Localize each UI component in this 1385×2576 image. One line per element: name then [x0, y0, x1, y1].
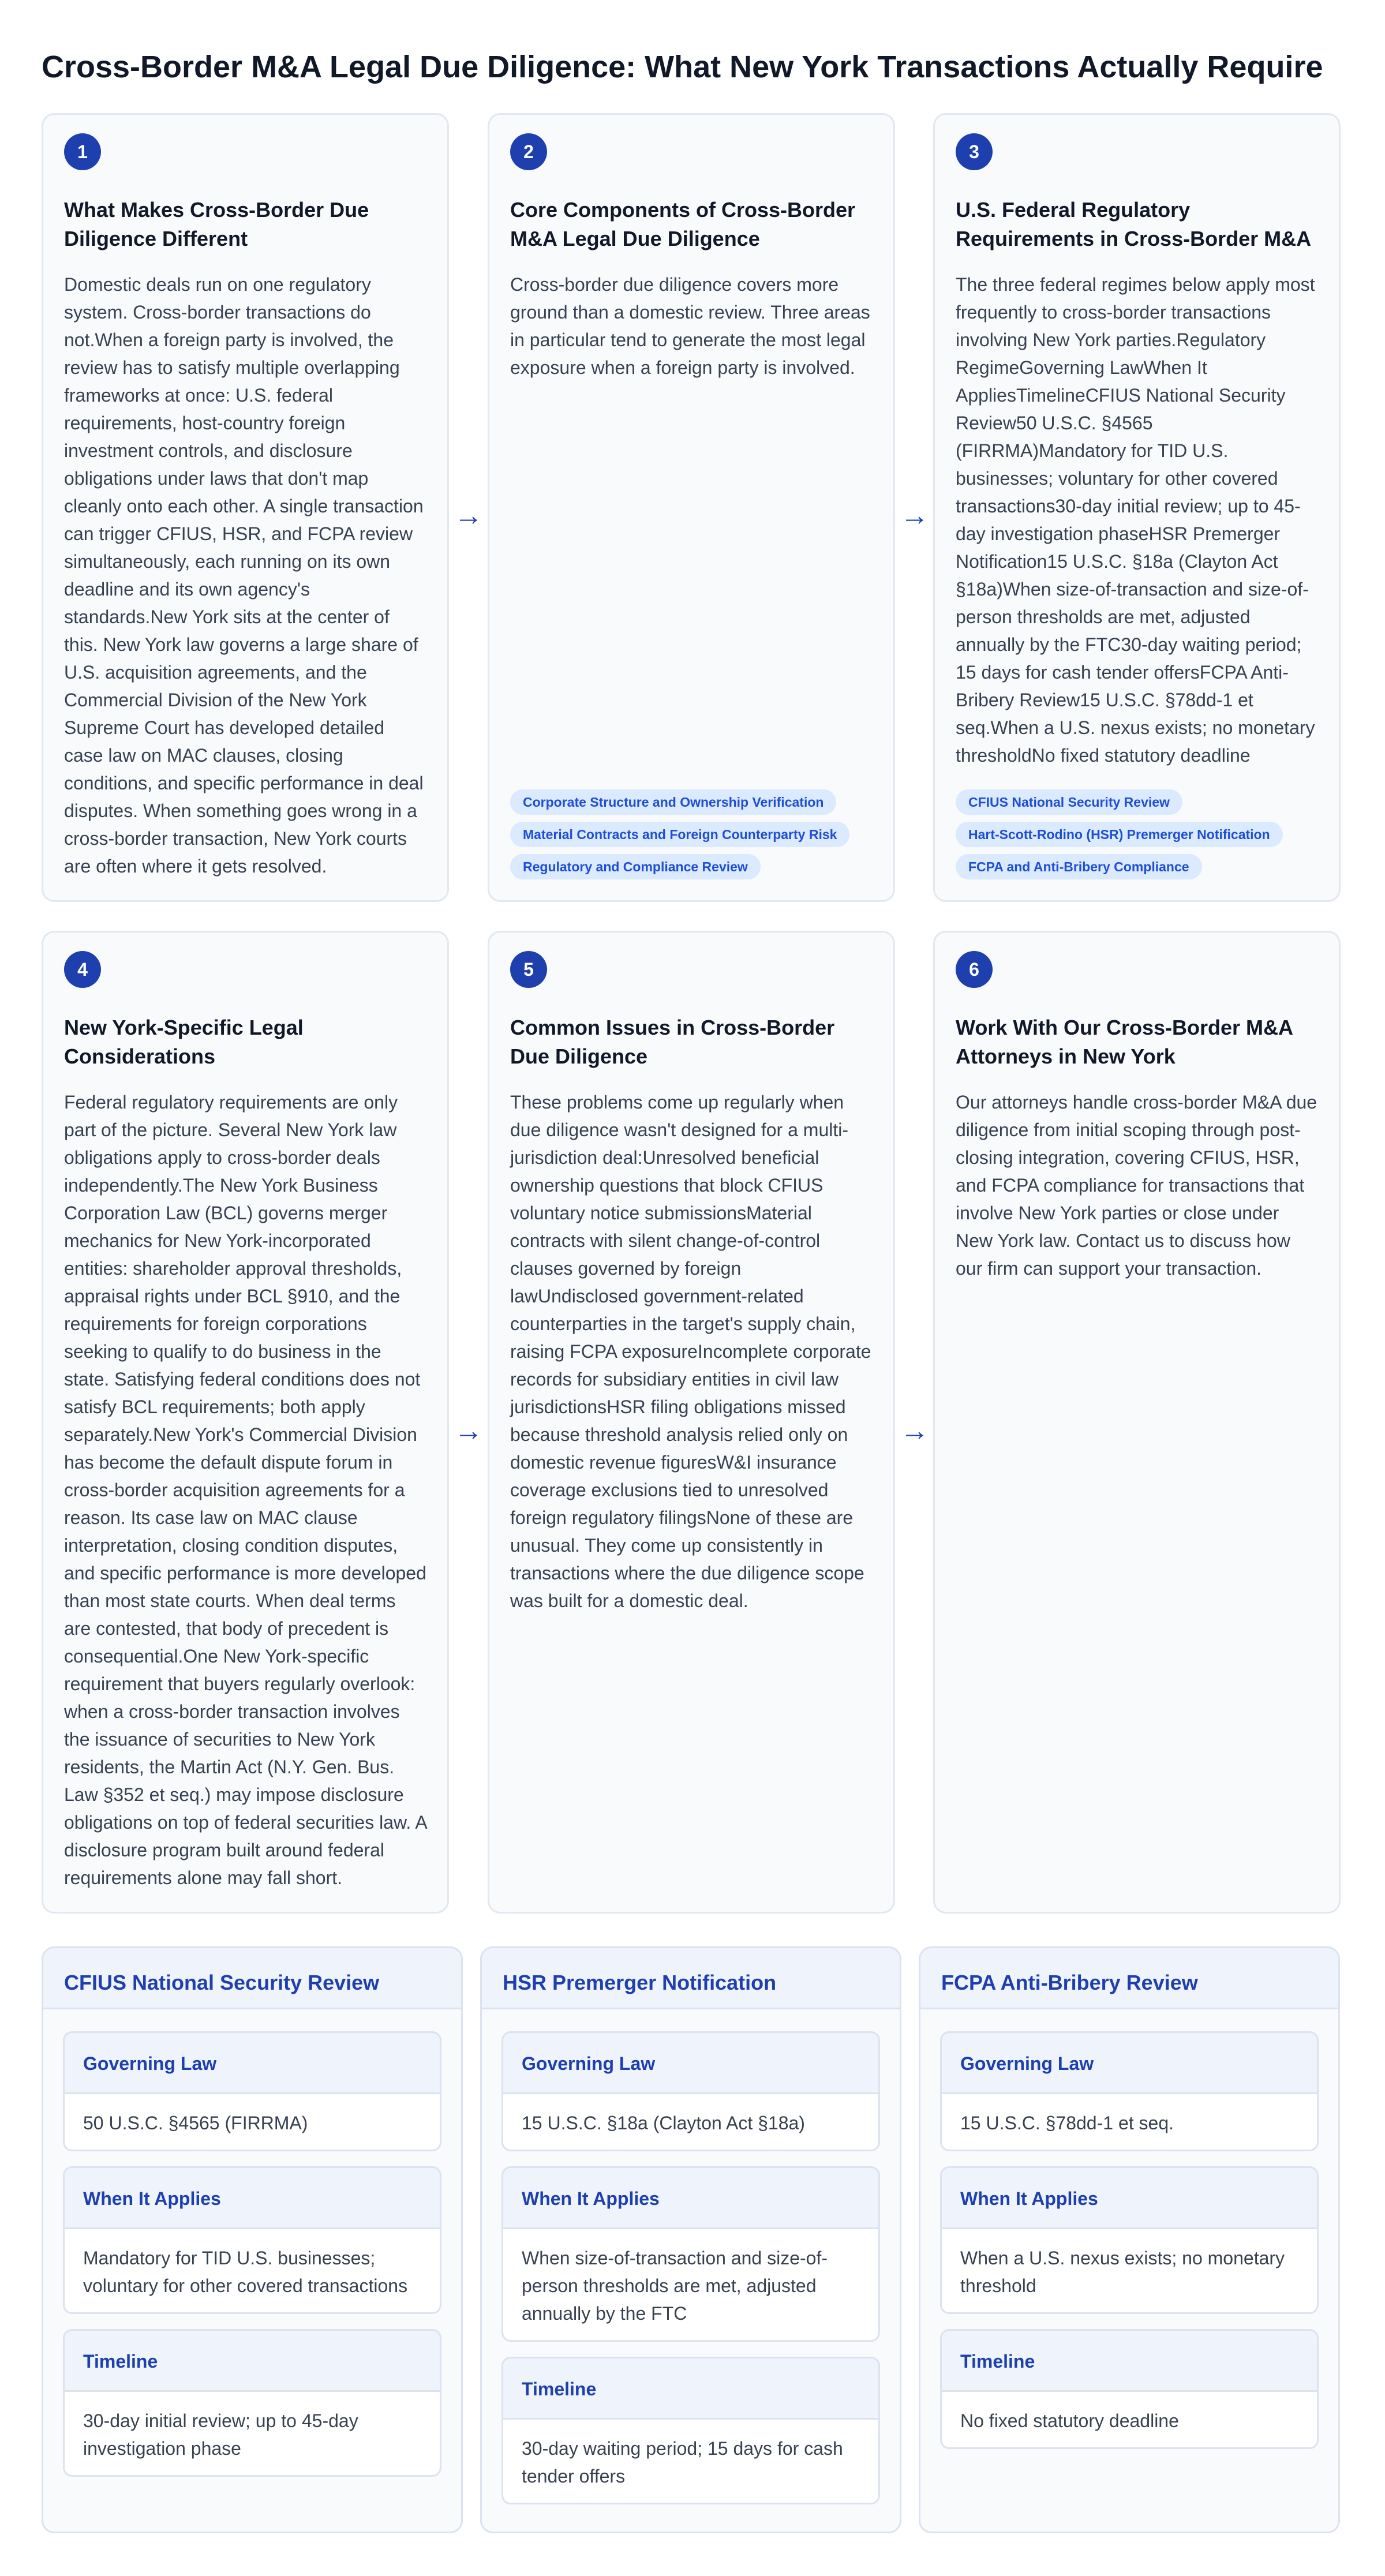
topic-tag[interactable]: FCPA and Anti-Bribery Compliance — [956, 854, 1202, 879]
regime-card-hsr — [480, 1946, 901, 2533]
field-label: Timeline — [503, 2358, 878, 2420]
topic-tags — [956, 789, 1318, 879]
arrow-right-icon: → — [900, 499, 929, 531]
step-body: Cross-border due diligence covers more ground than a domestic review. Three areas in particular tend to generate the most legal exposure when a foreign party is involved. — [510, 274, 870, 378]
field-value: 15 U.S.C. §18a (Clayton Act §18a) — [522, 2113, 805, 2133]
step-heading: Common Issues in Cross-Border Due Diligence — [510, 1016, 835, 1068]
step-card-5 — [488, 931, 895, 1914]
arrow-right-icon: → — [900, 1414, 929, 1447]
arrow-right-icon: → — [454, 1414, 483, 1447]
field-value: 50 U.S.C. §4565 (FIRRMA) — [83, 2113, 308, 2133]
step-number-badge: 4 — [64, 951, 101, 988]
field-label: When It Applies — [65, 2168, 440, 2229]
regime-title: CFIUS National Security Review — [43, 1948, 461, 2009]
step-card-1 — [42, 113, 449, 902]
step-heading: Work With Our Cross-Border M&A Attorneys in New York — [956, 1016, 1293, 1068]
field-value: 30-day waiting period; 15 days for cash tender offers — [522, 2438, 843, 2487]
regime-field — [940, 2166, 1319, 2314]
step-body: Our attorneys handle cross-border M&A due diligence from initial scoping through post-closing integration, covering CFIUS, HSR, and FCPA compliance for transactions that involve New York parties or close under New York law. Contact us to discuss how our firm can support your transaction. — [956, 1092, 1317, 1279]
regime-field — [63, 2166, 441, 2314]
regime-title: FCPA Anti-Bribery Review — [920, 1948, 1338, 2009]
topic-tags — [510, 789, 873, 879]
step-body: Domestic deals run on one regulatory system. Cross-border transactions do not.When a foreign party is involved, the review has to satisfy multiple overlapping frameworks at once: U.S. federal requirements, host-country foreign investment controls, and disclosure obligations under laws that don't map cleanly onto each other. A single transaction can trigger CFIUS, HSR, and FCPA review simultaneously, each running on its own deadline and its own agency's standards.New York sits at the center of this. New York law governs a large share of U.S. acquisition agreements, and the Commercial Division of the New York Supreme Court has developed detailed case law on MAC clauses, closing conditions, and specific performance in deal disputes. When something goes wrong in a cross-border transaction, New York courts are often where it gets resolved. — [64, 274, 424, 877]
regime-field — [501, 2166, 880, 2342]
regime-field — [63, 2329, 441, 2477]
field-value: No fixed statutory deadline — [960, 2410, 1179, 2431]
field-value: When size-of-transaction and size-of-person thresholds are met, adjusted annually by the FTC — [522, 2248, 828, 2324]
step-number-badge: 3 — [956, 133, 993, 170]
regime-field — [501, 2357, 880, 2504]
field-label: When It Applies — [942, 2168, 1317, 2229]
step-card-4 — [42, 931, 449, 1914]
field-label: When It Applies — [503, 2168, 878, 2229]
step-body: The three federal regimes below apply most frequently to cross-border transactions involving New York parties.Regulatory RegimeGoverning LawWhen It AppliesTimelineCFIUS National Security Review50 U.S.C. §4565 (FIRRMA)Mandatory for TID U.S. businesses; voluntary for other covered transactions30-day initial review; up to 45-day investigation phaseHSR Premerger Notification15 U.S.C. §18a (Clayton Act §18a)When size-of-transaction and size-of-person thresholds are met, adjusted annually by the FTC30-day waiting period; 15 days for cash tender offersFCPA Anti-Bribery Review15 U.S.C. §78dd-1 et seq.When a U.S. nexus exists; no monetary thresholdNo fixed statutory deadline — [956, 274, 1315, 766]
step-heading: What Makes Cross-Border Due Diligence Different — [64, 198, 369, 250]
field-value: 30-day initial review; up to 45-day investigation phase — [83, 2410, 358, 2459]
regime-card-fcpa — [919, 1946, 1340, 2533]
field-value: 15 U.S.C. §78dd-1 et seq. — [960, 2113, 1174, 2133]
step-number-badge: 5 — [510, 951, 547, 988]
field-label: Governing Law — [65, 2033, 440, 2094]
regime-field — [940, 2031, 1319, 2151]
step-heading: Core Components of Cross-Border M&A Legal Due Diligence — [510, 198, 856, 250]
field-value: Mandatory for TID U.S. businesses; voluntary for other covered transactions — [83, 2248, 408, 2296]
arrow-right-icon: → — [454, 499, 483, 531]
field-value: When a U.S. nexus exists; no monetary threshold — [960, 2248, 1285, 2296]
regime-title: HSR Premerger Notification — [482, 1948, 900, 2009]
step-body: These problems come up regularly when due diligence wasn't designed for a multi-jurisdiction deal:Unresolved beneficial ownership questions that block CFIUS voluntary notice submissionsMaterial contracts with silent change-of-control clauses governed by foreign lawUndisclosed government-related counterparties in the target's supply chain, raising FCPA exposureIncomplete corporate records for subsidiary entities in civil law jurisdictionsHSR filing obligations missed because threshold analysis relied only on domestic revenue figuresW&I insurance coverage exclusions tied to unresolved foreign regulatory filingsNone of these are unusual. They come up consistently in transactions where the due diligence scope was built for a domestic deal. — [510, 1092, 871, 1611]
regime-field — [63, 2031, 441, 2151]
topic-tag[interactable]: CFIUS National Security Review — [956, 789, 1182, 815]
step-number-badge: 2 — [510, 133, 547, 170]
field-label: Governing Law — [942, 2033, 1317, 2094]
regime-field — [940, 2329, 1319, 2449]
field-label: Timeline — [942, 2331, 1317, 2392]
step-heading: U.S. Federal Regulatory Requirements in Cross-Border M&A — [956, 198, 1312, 250]
page-title: Cross-Border M&A Legal Due Diligence: What New York Transactions Actually Require — [42, 50, 1323, 84]
step-number-badge: 1 — [64, 133, 101, 170]
step-card-2 — [488, 113, 895, 902]
regime-card-cfius — [42, 1946, 463, 2533]
regime-field — [501, 2031, 880, 2151]
step-heading: New York-Specific Legal Considerations — [64, 1016, 304, 1068]
topic-tag[interactable]: Hart-Scott-Rodino (HSR) Premerger Notification — [956, 822, 1283, 847]
field-label: Timeline — [65, 2331, 440, 2392]
step-card-3 — [933, 113, 1341, 902]
step-number-badge: 6 — [956, 951, 993, 988]
step-body: Federal regulatory requirements are only part of the picture. Several New York law obligations apply to cross-border deals independently.The New York Business Corporation Law (BCL) governs merger mechanics for New York-incorporated entities: shareholder approval thresholds, appraisal rights under BCL §910, and the requirements for foreign corporations seeking to qualify to do business in the state. Satisfying federal conditions does not satisfy BCL requirements; both apply separately.New York's Commercial Division has become the default dispute forum in cross-border acquisition agreements for a reason. Its case law on MAC clause interpretation, closing condition disputes, and specific performance is more developed than most state courts. When deal terms are contested, that body of precedent is consequential.One New York-specific requirement that buyers regularly overlook: when a cross-border transaction involves the issuance of securities to New York residents, the Martin Act (N.Y. Gen. Bus. Law §352 et seq.) may impose disclosure obligations on top of federal securities law. A disclosure program built around federal requirements alone may fall short. — [64, 1092, 426, 1888]
topic-tag[interactable]: Corporate Structure and Ownership Verification — [510, 789, 836, 815]
topic-tag[interactable]: Material Contracts and Foreign Counterparty Risk — [510, 822, 849, 847]
step-card-6 — [933, 931, 1341, 1914]
field-label: Governing Law — [503, 2033, 878, 2094]
topic-tag[interactable]: Regulatory and Compliance Review — [510, 854, 761, 879]
